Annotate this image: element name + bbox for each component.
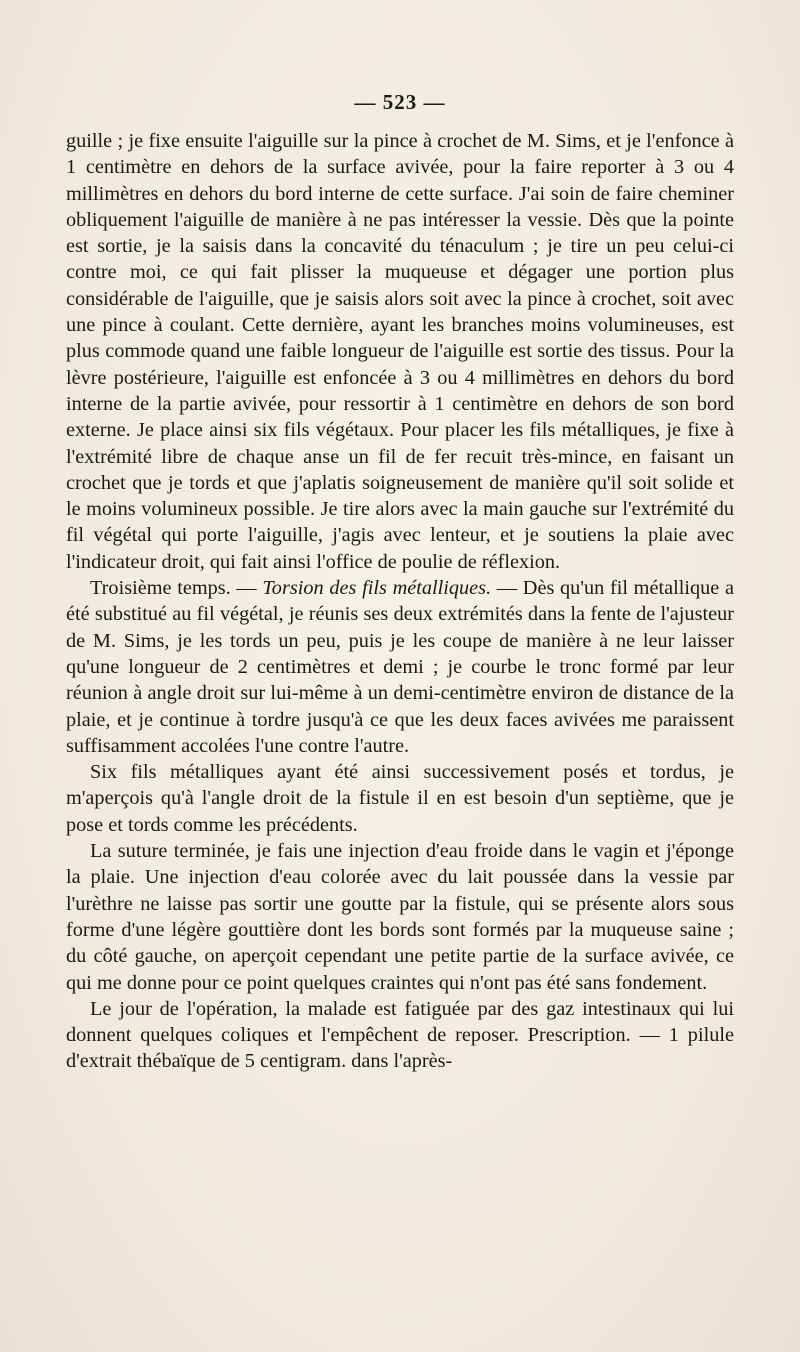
paragraph-3: Six fils métalliques ayant été ainsi successivement posés et tordus, je m'aperçois qu'à l'angle droit de la fistule il en est besoin d'un septième, que je pose et tords comme les précédents. — [66, 761, 734, 836]
paragraph-4: La suture terminée, je fais une injection d'eau froide dans le vagin et j'éponge la plaie. Une injection d'eau colorée avec du lait poussée dans la vessie par l'urèthre ne laisse pas sortir une goutte par la fistule, qui se présente alors sous forme d'une légère gouttière dont les bords sont formés par la muqueuse saine ; du côté gauche, on aperçoit cependant une petite partie de la surface avivée, ce qui me donne pour ce point quelques craintes qui n'ont pas été sans fondement. — [66, 840, 734, 994]
page-number-header: — 523 — — [354, 90, 446, 114]
body-text — [66, 128, 734, 1075]
paragraph-1: guille ; je fixe ensuite l'aiguille sur la pince à crochet de M. Sims, et je l'enfonce à 1 centimètre en dehors de la surface avivée, pour la faire reporter à 3 ou 4 millimètres en dehors du bord interne de cette surface. J'ai soin de faire cheminer obliquement l'aiguille de manière à ne pas intéresser la vessie. Dès que la pointe est sortie, je la saisis dans la concavité du ténaculum ; je tire un peu celui-ci contre moi, ce qui fait plisser la muqueuse et dégager une portion plus considérable de l'aiguille, que je saisis alors soit avec la pince à crochet, soit avec une pince à coulant. Cette dernière, ayant les branches moins volumineuses, est plus commode quand une faible longueur de l'aiguille est sortie des tissus. Pour la lèvre postérieure, l'aiguille est enfoncée à 3 ou 4 millimètres en dehors du bord interne de la partie avivée, pour ressortir à 1 centimètre en dehors de son bord externe. Je place ainsi six fils végétaux. Pour placer les fils métalliques, je fixe à l'extrémité libre de chaque anse un fil de fer recuit très-mince, en faisant un crochet que je tords et que j'aplatis soigneusement de manière qu'il soit solide et le moins volumineux possible. Je tire alors avec la main gauche sur l'extrémité du fil végétal qui porte l'aiguille, j'agis avec lenteur, et je soutiens la plaie avec l'indicateur droit, qui fait ainsi l'office de poulie de réflexion. — [66, 130, 734, 573]
paragraph-2-text: — Dès qu'un fil métallique a été substitué au fil végétal, je réunis ses deux extrémités dans la fente de l'ajusteur de M. Sims, je les tords un peu, puis je les coupe de manière à ne leur laisser qu'une longueur de 2 centimètres et demi ; je courbe le tronc formé par leur réunion à angle droit sur lui-même à un demi-centimètre environ de distance de la plaie, et je continue à tordre jusqu'à ce que les deux faces avivées me paraissent suffisamment accolées l'une contre l'autre. — [66, 577, 734, 757]
section-lead: Troisième temps. — — [90, 577, 263, 600]
paragraph-5: Le jour de l'opération, la malade est fatiguée par des gaz intestinaux qui lui donnent quelques coliques et l'empêchent de reposer. Prescription. — 1 pilule d'extrait thébaïque de 5 centigram. dans l'après- — [66, 997, 734, 1073]
paragraph-2 — [66, 575, 734, 759]
section-title: Torsion des fils métalliques. — [262, 577, 492, 600]
